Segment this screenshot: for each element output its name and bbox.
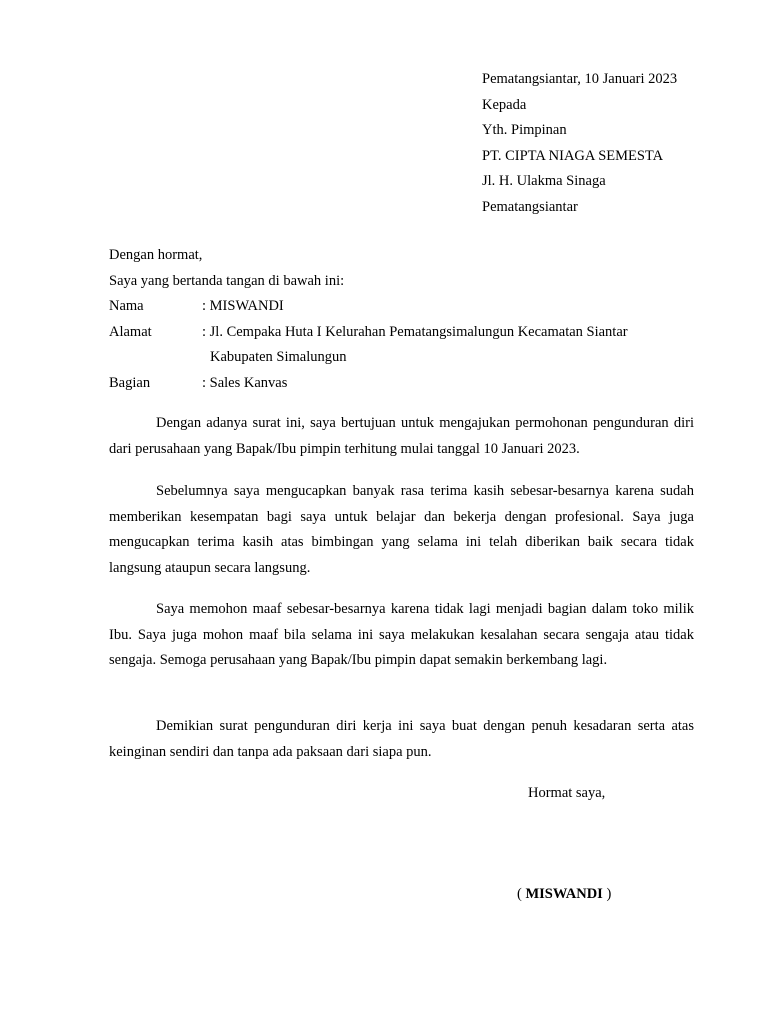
body-paragraph-2: Sebelumnya saya mengucapkan banyak rasa terima kasih sebesar-besarnya karena sudah memberikan kesempatan bagi saya untuk belajar dan bekerja dengan profesional. Saya juga mengucapkan terima kasih atas bimbingan yang selama ini telah diberikan baik secara tidak langsung ataupun secara langsung.	[109, 483, 694, 576]
bagian-label: Bagian	[109, 374, 151, 391]
signature-name: MISWANDI	[525, 886, 603, 902]
alamat-label: Alamat	[109, 323, 152, 340]
nama-value: : MISWANDI	[202, 298, 284, 314]
recipient-company: PT. CIPTA NIAGA SEMESTA	[482, 147, 664, 164]
opening-block	[109, 243, 694, 294]
identity-row-nama	[109, 294, 694, 320]
recipient-kepada: Kepada	[482, 96, 527, 113]
body-paragraph-3: Saya memohon maaf sebesar-besarnya karena tidak lagi menjadi bagian dalam toko milik Ibu. Saya juga mohon maaf bila selama ini saya melakukan kesalahan secara sengaja atau tidak sengaja. Semoga perusahaan yang Bapak/Ibu pimpin dapat semakin berkembang lagi.	[109, 601, 694, 668]
signature-close-paren: )	[602, 886, 612, 902]
recipient-street: Jl. H. Ulakma Sinaga	[482, 173, 606, 189]
alamat-value: : Jl. Cempaka Huta I Kelurahan Pematangsimalungun Kecamatan Siantar	[202, 323, 628, 340]
place-date: Pematangsiantar, 10 Januari 2023	[482, 71, 678, 87]
identity-table	[109, 294, 694, 396]
recipient-block	[482, 67, 677, 220]
alamat-value-wrap	[202, 320, 694, 371]
intro-line: Saya yang bertanda tangan di bawah ini:	[109, 272, 345, 289]
body-paragraph-1: Dengan adanya surat ini, saya bertujuan untuk mengajukan permohonan pengunduran diri dari perusahaan yang Bapak/Ibu pimpin terhitung mulai tanggal 10 Januari 2023.	[109, 415, 694, 457]
recipient-yth: Yth. Pimpinan	[482, 122, 567, 138]
identity-row-alamat	[109, 320, 694, 371]
closing-salutation: Hormat saya,	[528, 785, 606, 801]
signature-open-paren: (	[517, 886, 526, 902]
greeting: Dengan hormat,	[109, 247, 203, 263]
bagian-value: : Sales Kanvas	[202, 374, 288, 391]
body-paragraph-4: Demikian surat pengunduran diri kerja ini saya buat dengan penuh kesadaran serta atas keinginan sendiri dan tanpa ada paksaan dari siapa pun.	[109, 718, 694, 760]
recipient-city: Pematangsiantar	[482, 198, 578, 215]
nama-label: Nama	[109, 298, 144, 314]
alamat-value-continued: Kabupaten Simalungun	[210, 349, 347, 365]
signature-block	[517, 882, 611, 908]
identity-row-bagian	[109, 371, 694, 397]
